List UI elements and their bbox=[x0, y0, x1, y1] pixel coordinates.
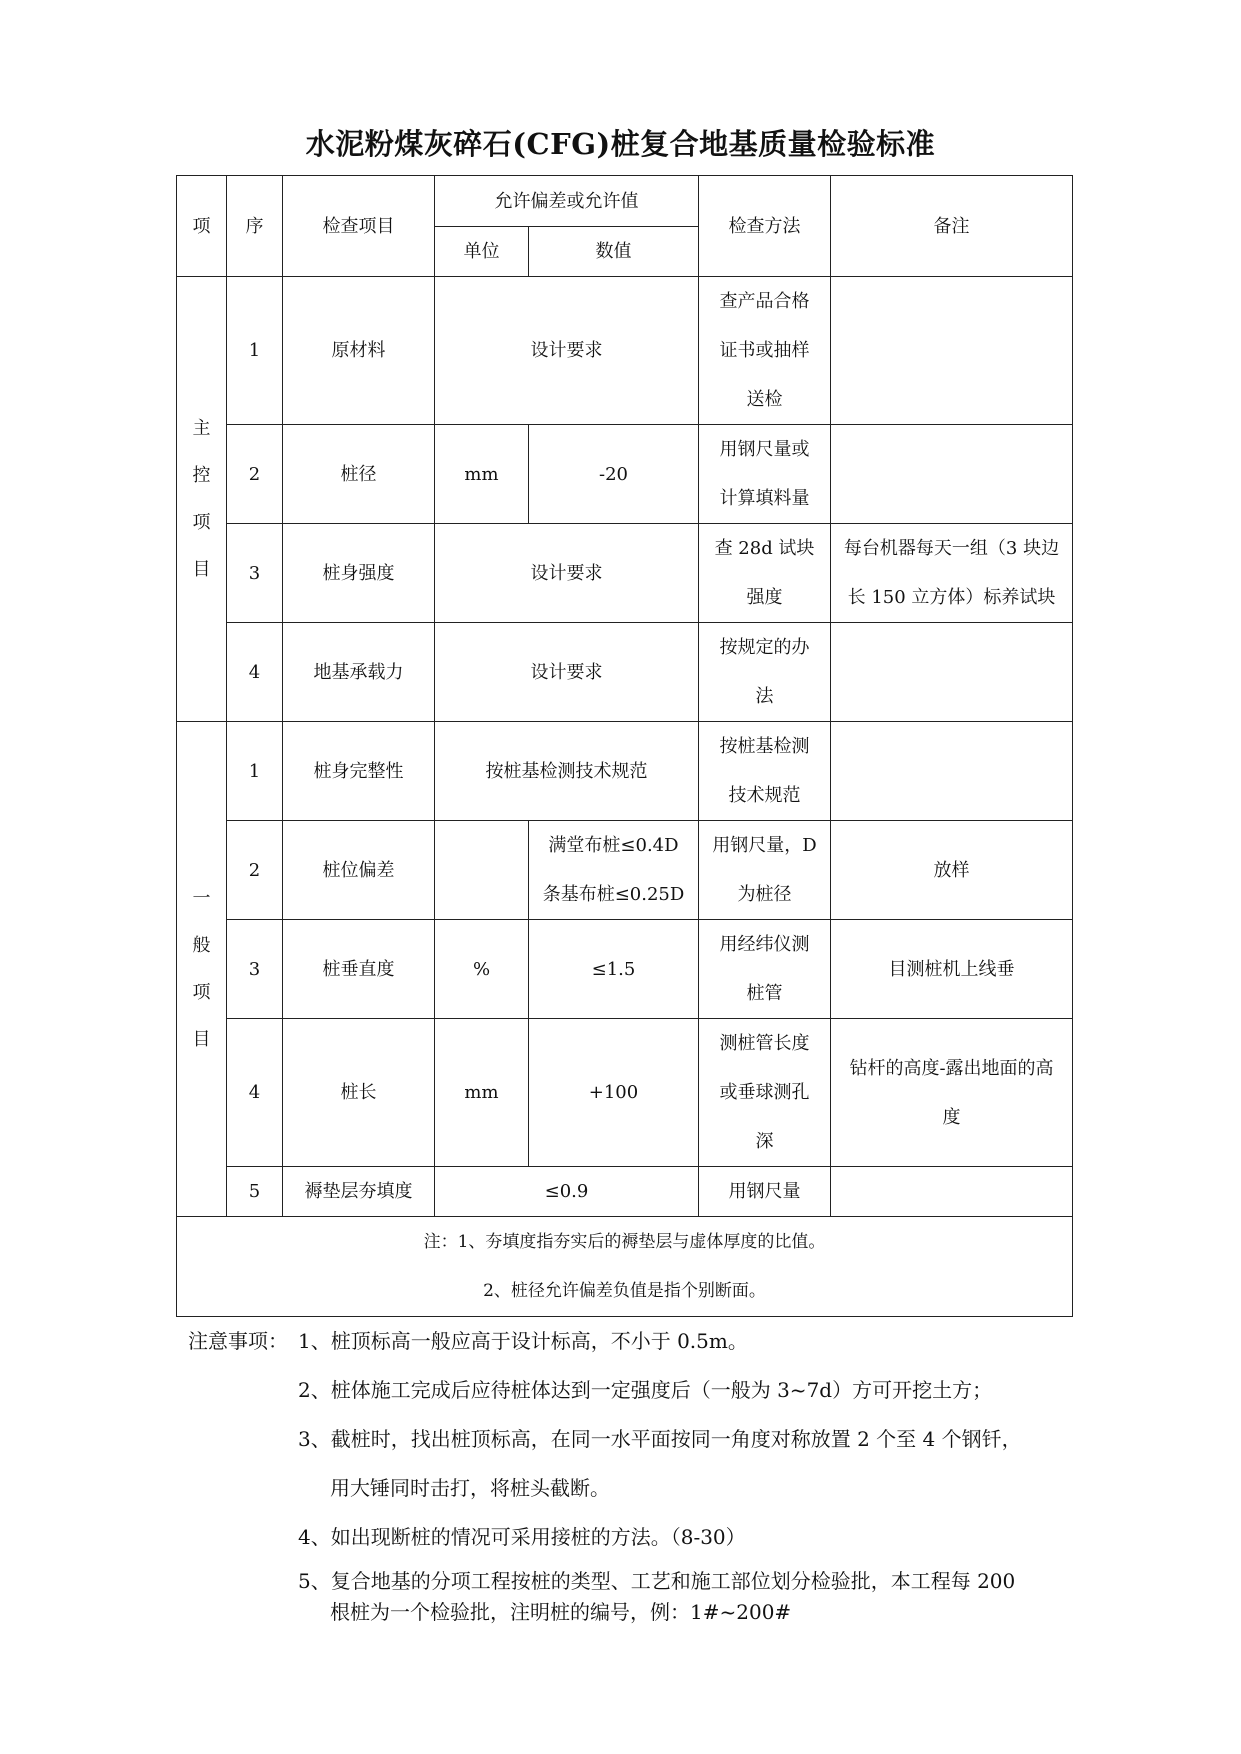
table-row bbox=[177, 524, 1073, 623]
attention-item-3: 3、截桩时，找出桩顶标高，在同一水平面按同一角度对称放置 2 个至 4 个钢钎， bbox=[298, 1427, 1022, 1451]
table-row bbox=[177, 821, 1073, 920]
table-note-1: 注：1、夯填度指夯实后的褥垫层与虚体厚度的比值。 bbox=[423, 1231, 826, 1252]
attention-item-5-cont: 根桩为一个检验批，注明桩的编号，例：1#~200# bbox=[330, 1600, 792, 1624]
row-value: 设计要求 bbox=[435, 277, 699, 425]
row-method: 用钢尺量 bbox=[699, 1167, 831, 1217]
row-value: +100 bbox=[529, 1019, 699, 1167]
table-row bbox=[177, 1019, 1073, 1167]
row-method: 用经纬仪测 桩管 bbox=[699, 920, 831, 1019]
row-unit: mm bbox=[435, 1019, 529, 1167]
row-method: 测桩管长度 或垂球测孔 深 bbox=[699, 1019, 831, 1167]
row-item: 桩身完整性 bbox=[283, 722, 435, 821]
row-remark bbox=[831, 277, 1073, 425]
row-value: ≤1.5 bbox=[529, 920, 699, 1019]
row-remark bbox=[831, 722, 1073, 821]
header-allow: 允许偏差或允许值 bbox=[435, 176, 699, 227]
row-item: 褥垫层夯填度 bbox=[283, 1167, 435, 1217]
header-value: 数值 bbox=[529, 227, 699, 277]
table-row bbox=[177, 1167, 1073, 1217]
header-item: 检查项目 bbox=[283, 176, 435, 277]
attention-item-1: 1、桩顶标高一般应高于设计标高，不小于 0.5m。 bbox=[298, 1329, 748, 1353]
row-remark bbox=[831, 623, 1073, 722]
row-no: 4 bbox=[227, 1019, 283, 1167]
row-no: 1 bbox=[227, 722, 283, 821]
header-xu: 序 bbox=[227, 176, 283, 277]
attention-item-5: 5、复合地基的分项工程按桩的类型、工艺和施工部位划分检验批，本工程每 200 bbox=[298, 1569, 1016, 1593]
row-method: 查产品合格 证书或抽样 送检 bbox=[699, 277, 831, 425]
row-value: 满堂布桩≤0.4D 条基布桩≤0.25D bbox=[529, 821, 699, 920]
row-method: 按桩基检测 技术规范 bbox=[699, 722, 831, 821]
attention-item-4: 4、如出现断桩的情况可采用接桩的方法。（8-30） bbox=[298, 1525, 746, 1549]
row-remark: 钻杆的高度-露出地面的高 度 bbox=[831, 1019, 1073, 1167]
row-no: 2 bbox=[227, 821, 283, 920]
inspection-standard-table bbox=[176, 175, 1073, 1317]
row-remark bbox=[831, 425, 1073, 524]
row-no: 5 bbox=[227, 1167, 283, 1217]
row-item: 桩垂直度 bbox=[283, 920, 435, 1019]
row-value: -20 bbox=[529, 425, 699, 524]
table-notes bbox=[177, 1217, 1073, 1317]
table-row bbox=[177, 623, 1073, 722]
header-method: 检查方法 bbox=[699, 176, 831, 277]
row-value: 按桩基检测技术规范 bbox=[435, 722, 699, 821]
table-note-2: 2、桩径允许偏差负值是指个别断面。 bbox=[483, 1280, 766, 1301]
row-remark bbox=[831, 1167, 1073, 1217]
row-method: 按规定的办 法 bbox=[699, 623, 831, 722]
table-notes-row bbox=[177, 1217, 1073, 1317]
row-unit bbox=[435, 821, 529, 920]
row-unit: mm bbox=[435, 425, 529, 524]
header-remark: 备注 bbox=[831, 176, 1073, 277]
attention-label: 注意事项： bbox=[188, 1329, 288, 1353]
page-title: 水泥粉煤灰碎石(CFG)桩复合地基质量检验标准 bbox=[305, 127, 936, 161]
row-item: 桩长 bbox=[283, 1019, 435, 1167]
row-method: 查 28d 试块 强度 bbox=[699, 524, 831, 623]
attention-item-3-cont: 用大锤同时击打，将桩头截断。 bbox=[330, 1476, 610, 1500]
table-row bbox=[177, 425, 1073, 524]
row-item: 桩位偏差 bbox=[283, 821, 435, 920]
attention-item-2: 2、桩体施工完成后应待桩体达到一定强度后（一般为 3~7d）方可开挖土方； bbox=[298, 1378, 993, 1402]
row-value: ≤0.9 bbox=[435, 1167, 699, 1217]
row-no: 4 bbox=[227, 623, 283, 722]
row-item: 原材料 bbox=[283, 277, 435, 425]
row-value: 设计要求 bbox=[435, 524, 699, 623]
header-xiang: 项 bbox=[177, 176, 227, 277]
row-unit: % bbox=[435, 920, 529, 1019]
table-row bbox=[177, 920, 1073, 1019]
row-remark: 目测桩机上线垂 bbox=[831, 920, 1073, 1019]
row-value: 设计要求 bbox=[435, 623, 699, 722]
row-no: 3 bbox=[227, 524, 283, 623]
group-main-control: 主 控 项 目 bbox=[177, 277, 227, 722]
row-item: 地基承载力 bbox=[283, 623, 435, 722]
row-remark: 放样 bbox=[831, 821, 1073, 920]
group-general: 一 般 项 目 bbox=[177, 722, 227, 1217]
table-row bbox=[177, 722, 1073, 821]
row-item: 桩身强度 bbox=[283, 524, 435, 623]
header-row bbox=[177, 176, 1073, 227]
row-item: 桩径 bbox=[283, 425, 435, 524]
table-row bbox=[177, 277, 1073, 425]
row-method: 用钢尺量，D 为桩径 bbox=[699, 821, 831, 920]
row-method: 用钢尺量或 计算填料量 bbox=[699, 425, 831, 524]
header-unit: 单位 bbox=[435, 227, 529, 277]
row-remark: 每台机器每天一组（3 块边 长 150 立方体）标养试块 bbox=[831, 524, 1073, 623]
row-no: 3 bbox=[227, 920, 283, 1019]
row-no: 2 bbox=[227, 425, 283, 524]
row-no: 1 bbox=[227, 277, 283, 425]
